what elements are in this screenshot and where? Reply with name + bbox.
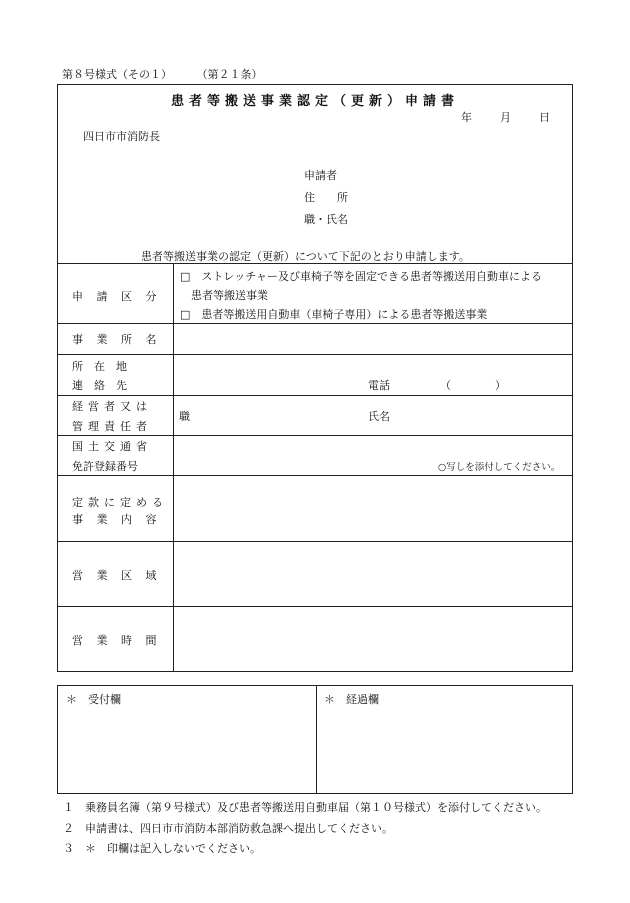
manager-label-2: 管理責任者 [72,420,152,433]
business-content-label-2: 事 業 内 容 [72,513,162,526]
category-option-stretcher-cont: 患者等搬送事業 [191,289,268,302]
license-attach-note: ○写しを添付してください。 [438,462,561,473]
manager-name-field[interactable]: 氏名 [368,410,390,423]
note-item: ３ ＊ 印欄は記入しないでください。 [63,842,261,855]
applicant-label: 申請者 [304,169,337,182]
business-content-field[interactable] [174,476,572,541]
category-option-wheelchair[interactable]: □ 患者等搬送用自動車（車椅子専用）による患者等搬送事業 [180,308,488,321]
service-area-label: 営 業 区 域 [72,569,162,582]
manager-title-field[interactable]: 職 [179,410,190,423]
phone-label: 電話 [368,379,390,392]
office-use-divider [316,686,317,793]
contact-label: 連 絡 先 [72,379,127,392]
date-month: 月 [500,111,511,124]
progress-column: ＊ 経過欄 [324,693,379,706]
office-use-box [57,685,573,794]
note-item: １ 乗務員名簿（第９号様式）及び患者等搬送用自動車届（第１０号様式）を添付してください。 [63,801,547,814]
applicant-address-label: 住 所 [304,191,348,204]
row-divider [58,395,572,396]
service-area-field[interactable] [174,542,572,606]
applicant-name-label: 職・氏名 [304,213,348,226]
location-label: 所 在 地 [72,360,127,373]
addressee: 四日市市消防長 [83,130,160,143]
note-item: ２ 申請書は、四日市市消防本部消防救急課へ提出してください。 [63,822,393,835]
intro-statement: 患者等搬送事業の認定（更新）について下記のとおり申請します。 [141,250,470,263]
row-divider [58,263,572,264]
manager-label: 経営者又は [72,400,152,413]
business-content-label: 定款に定める [72,496,168,509]
category-label: 申 請 区 分 [72,290,162,303]
reception-column: ＊ 受付欄 [66,693,121,706]
form-article: （第２１条） [202,68,263,81]
license-label: 国土交通省 [72,440,152,453]
form-title: 患者等搬送事業認定（更新）申請書 [170,94,459,109]
row-divider [58,354,572,355]
date-day: 日 [539,111,550,124]
phone-field[interactable]: （ ） [440,379,506,392]
license-label-2: 免許登録番号 [72,460,138,473]
business-hours-label: 営 業 時 間 [72,634,162,647]
form-number: 第８号様式（その１） [62,68,172,81]
date-field[interactable] [461,109,550,125]
application-form [57,84,573,672]
date-year: 年 [461,111,472,124]
office-name-field[interactable] [174,324,572,354]
office-name-label: 事 業 所 名 [72,333,162,346]
category-option-stretcher[interactable]: □ ストレッチャー及び車椅子等を固定できる患者等搬送用自動車による [180,270,542,283]
form-header [62,66,263,82]
row-divider [58,435,572,436]
business-hours-field[interactable] [174,607,572,671]
